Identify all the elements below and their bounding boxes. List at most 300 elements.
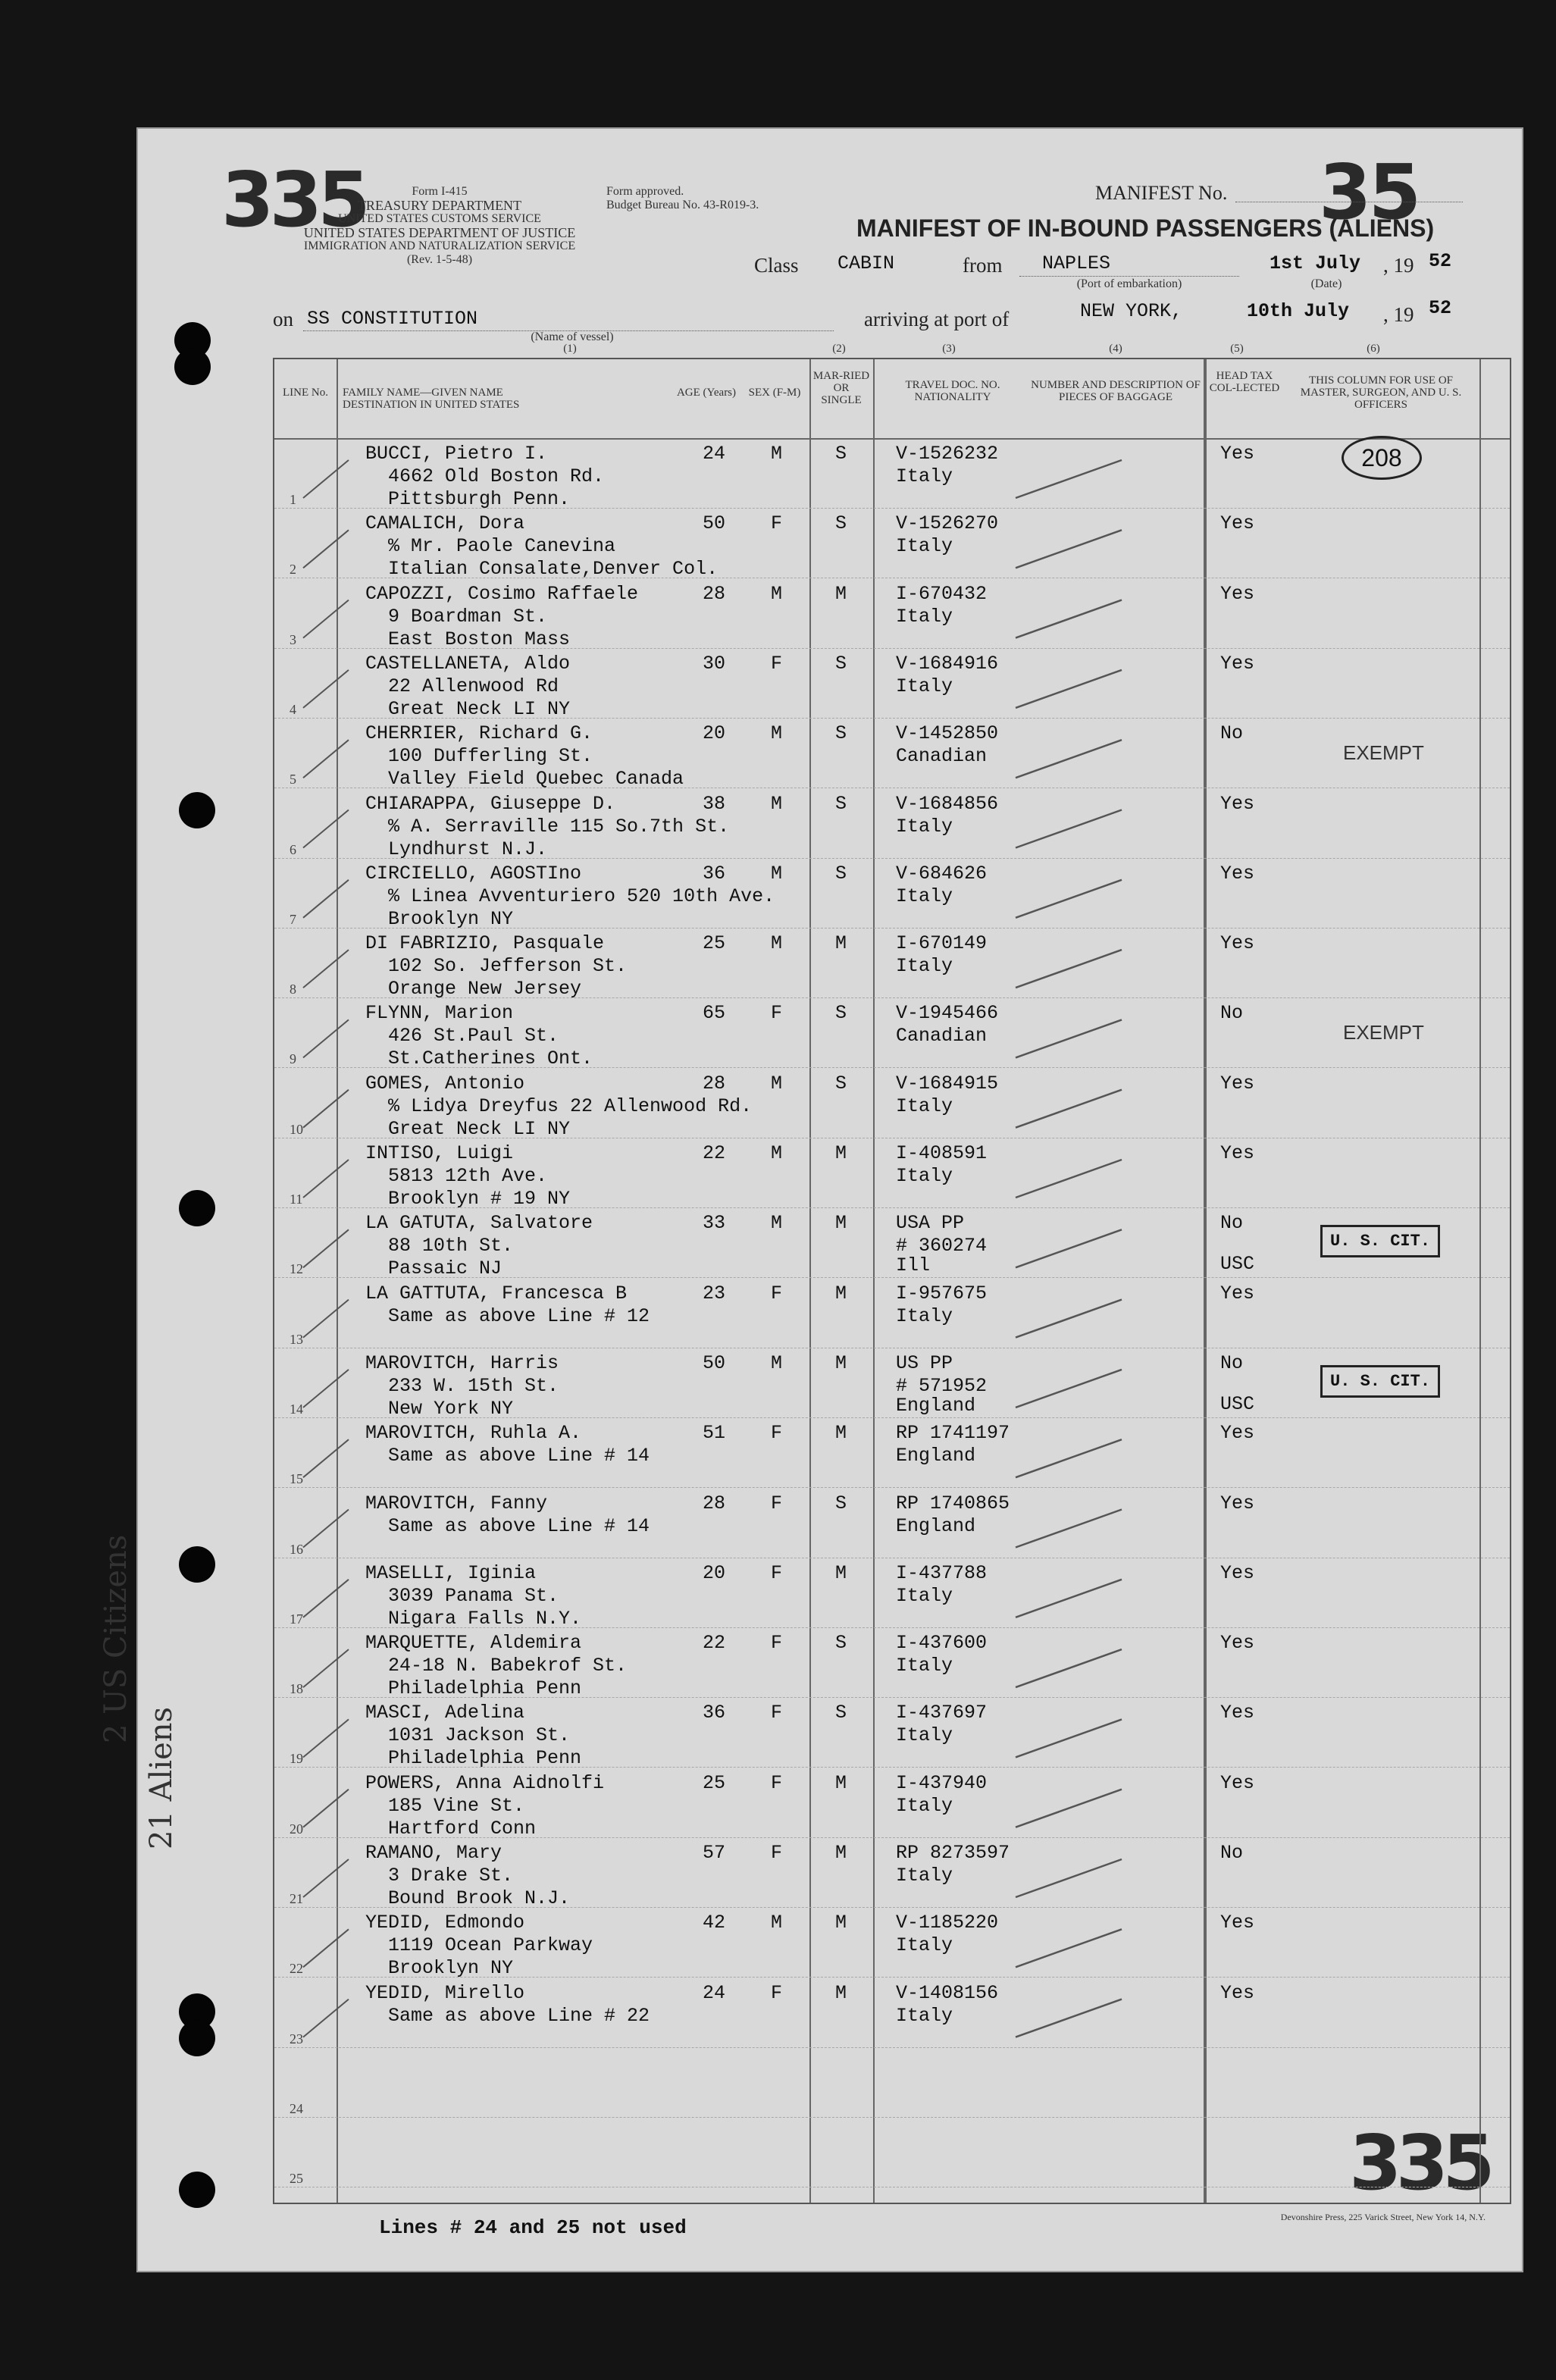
pen-tick-mark	[1016, 600, 1122, 638]
head-tax: Yes	[1220, 792, 1255, 815]
address-line-2: Orange New Jersey	[388, 978, 582, 1001]
revision: (Rev. 1-5-48)	[406, 253, 473, 266]
line-number: 18	[290, 1681, 303, 1697]
sex-value: M	[771, 443, 783, 465]
nationality: Italy	[896, 815, 953, 838]
head-tax: No	[1220, 722, 1244, 745]
head-tax: Yes	[1220, 862, 1255, 885]
sex-value: F	[771, 1981, 783, 2004]
marital-status: M	[835, 1561, 847, 1584]
passenger-name: LA GATTUTA, Francesca B	[365, 1282, 628, 1304]
oval-stamp: 208	[1342, 436, 1422, 480]
colhead-headtax: HEAD TAX COL-LECTED	[1209, 370, 1280, 394]
travel-doc: I-670432	[896, 582, 988, 605]
travel-doc: I-437788	[896, 1561, 988, 1584]
nationality: # 571952	[896, 1374, 988, 1397]
passenger-name: FLYNN, Marion	[365, 1002, 514, 1025]
travel-doc: RP 1741197	[896, 1422, 1010, 1445]
nationality: Italy	[896, 465, 953, 487]
address-line-1: 426 St.Paul St.	[388, 1025, 559, 1048]
colhead-age: AGE (Years)	[676, 387, 737, 399]
address-line-2: Nigara Falls N.Y.	[388, 1607, 582, 1630]
age-value: 50	[703, 1351, 726, 1374]
sex-value: M	[771, 1212, 783, 1235]
travel-doc: USA PP	[896, 1212, 965, 1235]
sex-value: M	[771, 582, 783, 605]
nationality: Italy	[896, 535, 953, 558]
pen-tick-mark	[1016, 1300, 1122, 1338]
line-number: 13	[290, 1331, 303, 1347]
passenger-name: MARQUETTE, Aldemira	[365, 1632, 582, 1655]
stamp-number-top-right: 35	[1319, 148, 1419, 236]
pen-tick-mark	[303, 460, 349, 498]
line-number: 17	[290, 1611, 303, 1627]
vessel-caption: (Name of vessel)	[531, 330, 614, 343]
pen-tick-mark	[303, 1019, 349, 1057]
address-line-2: New York NY	[388, 1397, 514, 1420]
address-line-2: Brooklyn # 19 NY	[388, 1188, 571, 1210]
address-line-2: Valley Field Quebec Canada	[388, 768, 684, 791]
head-tax: No	[1220, 1351, 1244, 1374]
address-line-1: 88 10th St.	[388, 1235, 514, 1257]
marital-status: M	[835, 1842, 847, 1864]
pen-tick-mark	[1016, 1019, 1122, 1057]
colhead-num2: (2)	[832, 343, 846, 355]
year1-suffix: 52	[1429, 250, 1452, 272]
class-label: Class	[754, 254, 799, 277]
marital-status: S	[835, 792, 847, 815]
passenger-name: YEDID, Mirello	[365, 1981, 525, 2004]
marital-status: S	[835, 1072, 847, 1094]
nationality: Italy	[896, 955, 953, 978]
head-tax: Yes	[1220, 443, 1255, 465]
head-tax: Yes	[1220, 1492, 1255, 1514]
passenger-name: CIRCIELLO, AGOSTIno	[365, 862, 582, 885]
travel-doc: V-1185220	[896, 1912, 999, 1934]
nationality: Italy	[896, 1165, 953, 1187]
colhead-officers: THIS COLUMN FOR USE OF MASTER, SURGEON, AND U. S. OFFICERS	[1300, 374, 1462, 411]
nationality: Italy	[896, 885, 953, 907]
passenger-name: MAROVITCH, Fanny	[365, 1492, 548, 1514]
pen-tick-mark	[1016, 880, 1122, 918]
age-value: 57	[703, 1842, 726, 1864]
passenger-name: CHIARAPPA, Giuseppe D.	[365, 792, 616, 815]
margin-note-citizens: 2 US Citizens	[99, 1534, 133, 1743]
address-line-1: 233 W. 15th St.	[388, 1374, 559, 1397]
address-line-1: 1031 Jackson St.	[388, 1724, 571, 1747]
pen-tick-mark	[303, 1160, 349, 1198]
pen-tick-mark	[303, 2000, 349, 2037]
address-line-1: 1119 Ocean Parkway	[388, 1934, 593, 1957]
head-tax: Yes	[1220, 1981, 1255, 2004]
pen-tick-mark	[1016, 1790, 1122, 1827]
nationality: England	[896, 1514, 976, 1537]
line-number: 25	[290, 2171, 303, 2187]
marital-status: M	[835, 1142, 847, 1164]
sex-value: M	[771, 792, 783, 815]
colhead-married: MAR-RIED OR SINGLE	[812, 370, 870, 406]
line-number: 9	[290, 1051, 296, 1067]
colhead-num5: (5)	[1230, 343, 1244, 355]
stamp-number-bottom-right: 335	[1349, 2119, 1489, 2207]
line-number: 15	[290, 1471, 303, 1487]
address-line-1: % A. Serraville 115 So.7th St.	[388, 815, 730, 838]
customs-service: UNITED STATES CUSTOMS SERVICE	[338, 212, 541, 225]
address-line-2: Italian Consalate,Denver Col.	[388, 558, 719, 581]
pen-tick-mark	[303, 1649, 349, 1687]
marital-status: M	[835, 1351, 847, 1374]
marital-status: M	[835, 1422, 847, 1445]
marital-status: S	[835, 512, 847, 535]
sex-value: M	[771, 722, 783, 745]
sex-value: F	[771, 1702, 783, 1724]
line-number: 14	[290, 1401, 303, 1417]
passenger-name: MASCI, Adelina	[365, 1702, 525, 1724]
sex-value: F	[771, 652, 783, 675]
colhead-line-no: LINE No.	[283, 387, 328, 399]
age-value: 38	[703, 792, 726, 815]
pen-tick-mark	[303, 1510, 349, 1548]
printer-credit: Devonshire Press, 225 Varick Street, New York 14, N.Y.	[1280, 2212, 1486, 2222]
us-citizen-stamp: U. S. CIT.	[1320, 1225, 1440, 1257]
nationality: Canadian	[896, 745, 988, 768]
colhead-name: FAMILY NAME—GIVEN NAME DESTINATION IN UNITED STATES	[343, 387, 520, 411]
line-number: 10	[290, 1121, 303, 1137]
line-number: 21	[290, 1891, 303, 1906]
address-line-1: 102 So. Jefferson St.	[388, 955, 628, 978]
sex-value: F	[771, 1561, 783, 1584]
age-value: 65	[703, 1002, 726, 1025]
address-line-1: % Mr. Paole Canevina	[388, 535, 616, 558]
address-line-1: % Lidya Dreyfus 22 Allenwood Rd.	[388, 1094, 753, 1117]
date-caption: (Date)	[1310, 277, 1342, 290]
marital-status: M	[835, 582, 847, 605]
head-tax: Yes	[1220, 1912, 1255, 1934]
us-citizen-stamp: U. S. CIT.	[1320, 1365, 1440, 1398]
age-value: 50	[703, 512, 726, 535]
address-line-2: Philadelphia Penn	[388, 1747, 582, 1770]
line-number: 11	[290, 1192, 303, 1207]
marital-status: S	[835, 1492, 847, 1514]
passenger-name: CHERRIER, Richard G.	[365, 722, 593, 745]
address-line-1: Same as above Line # 12	[388, 1304, 650, 1327]
pen-tick-mark	[1016, 1090, 1122, 1128]
line-number: 19	[290, 1751, 303, 1767]
nationality-extra: England	[896, 1394, 976, 1417]
address-line-2: Great Neck LI NY	[388, 697, 571, 720]
passenger-name: MAROVITCH, Ruhla A.	[365, 1422, 582, 1445]
nationality: Italy	[896, 1865, 953, 1887]
nationality: Italy	[896, 1094, 953, 1117]
travel-doc: I-437600	[896, 1632, 988, 1655]
passenger-name: CAMALICH, Dora	[365, 512, 525, 535]
address-line-1: Same as above Line # 14	[388, 1445, 650, 1467]
marital-status: S	[835, 443, 847, 465]
pen-tick-mark	[1016, 810, 1122, 848]
pen-tick-mark	[1016, 1229, 1122, 1267]
marital-status: M	[835, 1912, 847, 1934]
marital-status: S	[835, 652, 847, 675]
pen-tick-mark	[303, 740, 349, 778]
travel-doc: RP 8273597	[896, 1842, 1010, 1864]
age-value: 36	[703, 1702, 726, 1724]
travel-doc: V-1452850	[896, 722, 999, 745]
head-tax: Yes	[1220, 1282, 1255, 1304]
address-line-2: Lyndhurst N.J.	[388, 838, 548, 860]
nationality: Italy	[896, 605, 953, 628]
nationality: # 360274	[896, 1235, 988, 1257]
head-tax: Yes	[1220, 1632, 1255, 1655]
line-number: 24	[290, 2100, 303, 2116]
passenger-name: INTISO, Luigi	[365, 1142, 514, 1164]
age-value: 22	[703, 1142, 726, 1164]
marital-status: S	[835, 862, 847, 885]
head-tax: Yes	[1220, 1702, 1255, 1724]
passenger-name: MAROVITCH, Harris	[365, 1351, 559, 1374]
travel-doc: I-957675	[896, 1282, 988, 1304]
head-tax: Yes	[1220, 932, 1255, 955]
age-value: 36	[703, 862, 726, 885]
address-line-2: Philadelphia Penn	[388, 1677, 582, 1700]
footer-note: Lines # 24 and 25 not used	[379, 2216, 687, 2239]
pen-tick-mark	[303, 1580, 349, 1617]
justice-dept: UNITED STATES DEPARTMENT OF JUSTICE	[303, 225, 576, 240]
age-value: 28	[703, 582, 726, 605]
travel-doc: I-408591	[896, 1142, 988, 1164]
line-number: 16	[290, 1541, 303, 1557]
line-number: 12	[290, 1261, 303, 1277]
nationality-extra: Ill	[896, 1254, 931, 1277]
stamp-number-top-left: 335	[221, 155, 366, 244]
sex-value: M	[771, 862, 783, 885]
budget-bureau: Budget Bureau No. 43-R019-3.	[606, 199, 759, 211]
travel-doc: I-437697	[896, 1702, 988, 1724]
head-tax: Yes	[1220, 582, 1255, 605]
address-line-1: 22 Allenwood Rd	[388, 675, 559, 697]
passenger-name: POWERS, Anna Aidnolfi	[365, 1771, 605, 1794]
date2-value: 10th July	[1247, 300, 1350, 322]
colhead-baggage: NUMBER AND DESCRIPTION OF PIECES OF BAGGAGE	[1031, 379, 1201, 403]
form-approved: Form approved.	[606, 185, 684, 198]
nationality: Italy	[896, 1655, 953, 1677]
passenger-name: YEDID, Edmondo	[365, 1912, 525, 1934]
pen-tick-mark	[1016, 460, 1122, 498]
pen-tick-mark	[303, 600, 349, 638]
manifest-no-label: MANIFEST No.	[1095, 182, 1228, 204]
pen-tick-mark	[303, 1790, 349, 1827]
year2-suffix: 52	[1429, 297, 1452, 319]
pen-tick-mark	[1016, 1160, 1122, 1198]
address-line-2: Brooklyn NY	[388, 907, 514, 930]
head-tax: Yes	[1220, 1072, 1255, 1094]
age-value: 20	[703, 722, 726, 745]
marital-status: S	[835, 722, 847, 745]
passenger-name: BUCCI, Pietro I.	[365, 443, 548, 465]
pen-tick-mark	[303, 1090, 349, 1128]
travel-doc: I-437940	[896, 1771, 988, 1794]
sex-value: F	[771, 512, 783, 535]
travel-doc: I-670149	[896, 932, 988, 955]
nationality: Italy	[896, 2004, 953, 2027]
sex-value: M	[771, 1351, 783, 1374]
nationality: Italy	[896, 1724, 953, 1747]
year2-prefix: , 19	[1383, 303, 1414, 326]
age-value: 42	[703, 1912, 726, 1934]
line-number: 3	[290, 631, 296, 647]
marital-status: S	[835, 1702, 847, 1724]
address-line-2: Passaic NJ	[388, 1257, 502, 1280]
port-caption: (Port of embarkation)	[1076, 277, 1182, 290]
nationality: Italy	[896, 1934, 953, 1957]
date1-value: 1st July	[1270, 252, 1361, 274]
margin-note-aliens: 21 Aliens	[144, 1706, 179, 1849]
head-tax: Yes	[1220, 1142, 1255, 1164]
nationality: England	[896, 1445, 976, 1467]
form-number: Form I-415	[412, 185, 468, 198]
pen-tick-mark	[303, 1929, 349, 1967]
head-tax: No	[1220, 1002, 1244, 1025]
sex-value: F	[771, 1002, 783, 1025]
line-number: 5	[290, 772, 296, 788]
address-line-2: Brooklyn NY	[388, 1957, 514, 1980]
pen-tick-mark	[1016, 1929, 1122, 1967]
marital-status: M	[835, 1282, 847, 1304]
line-number: 6	[290, 841, 296, 857]
pen-tick-mark	[1016, 1580, 1122, 1617]
address-line-1: Same as above Line # 14	[388, 1514, 650, 1537]
marital-status: S	[835, 1632, 847, 1655]
ins-service: IMMIGRATION AND NATURALIZATION SERVICE	[303, 240, 576, 252]
travel-doc: V-1408156	[896, 1981, 999, 2004]
nationality: Italy	[896, 675, 953, 697]
head-tax: Yes	[1220, 512, 1255, 535]
pen-tick-mark	[1016, 1719, 1122, 1757]
pen-tick-mark	[1016, 1649, 1122, 1687]
travel-doc: V-1945466	[896, 1002, 999, 1025]
address-line-1: 24-18 N. Babekrof St.	[388, 1655, 628, 1677]
travel-doc: RP 1740865	[896, 1492, 1010, 1514]
age-value: 25	[703, 1771, 726, 1794]
from-label: from	[963, 254, 1003, 277]
passenger-name: DI FABRIZIO, Pasquale	[365, 932, 605, 955]
age-value: 20	[703, 1561, 726, 1584]
colhead-num6: (6)	[1367, 343, 1380, 355]
pen-tick-mark	[303, 1370, 349, 1408]
address-line-1: 5813 12th Ave.	[388, 1165, 548, 1187]
pen-tick-mark	[1016, 670, 1122, 708]
pen-tick-mark	[303, 530, 349, 568]
age-value: 28	[703, 1072, 726, 1094]
sex-value: F	[771, 1842, 783, 1864]
treasury-dept: TREASURY DEPARTMENT	[357, 198, 522, 213]
address-line-1: 4662 Old Boston Rd.	[388, 465, 605, 487]
travel-doc: V-1526270	[896, 512, 999, 535]
head-tax-extra: USC	[1220, 1392, 1255, 1415]
pen-tick-mark	[1016, 1510, 1122, 1548]
passenger-name: GOMES, Antonio	[365, 1072, 525, 1094]
passenger-name: CAPOZZI, Cosimo Raffaele	[365, 582, 639, 605]
age-value: 28	[703, 1492, 726, 1514]
marital-status: S	[835, 1002, 847, 1025]
travel-doc: V-1684916	[896, 652, 999, 675]
colhead-num3: (3)	[942, 343, 956, 355]
nationality: Canadian	[896, 1025, 988, 1048]
address-line-2: Great Neck LI NY	[388, 1117, 571, 1140]
pen-tick-mark	[303, 810, 349, 848]
passenger-name: CASTELLANETA, Aldo	[365, 652, 571, 675]
address-line-1: % Linea Avventuriero 520 10th Ave.	[388, 885, 775, 907]
pen-tick-mark	[303, 1300, 349, 1338]
pen-tick-mark	[1016, 1370, 1122, 1408]
head-tax: No	[1220, 1212, 1244, 1235]
sex-value: F	[771, 1492, 783, 1514]
pen-tick-mark	[1016, 740, 1122, 778]
sex-value: M	[771, 1912, 783, 1934]
nationality: Italy	[896, 1584, 953, 1607]
year1-prefix: , 19	[1383, 254, 1414, 277]
line-number: 1	[290, 492, 296, 507]
travel-doc: V-1684856	[896, 792, 999, 815]
marital-status: M	[835, 1981, 847, 2004]
age-value: 30	[703, 652, 726, 675]
line-number: 22	[290, 1961, 303, 1977]
arriving-port: NEW YORK,	[1080, 300, 1183, 322]
age-value: 51	[703, 1422, 726, 1445]
nationality: Italy	[896, 1304, 953, 1327]
travel-doc: V-1526232	[896, 443, 999, 465]
line-number: 7	[290, 911, 296, 927]
manifest-title: MANIFEST OF IN-BOUND PASSENGERS (ALIENS)	[856, 215, 1435, 242]
colhead-sex: SEX (F-M)	[748, 387, 801, 399]
pen-tick-mark	[1016, 530, 1122, 568]
travel-doc: V-684626	[896, 862, 988, 885]
line-number: 8	[290, 982, 296, 997]
sex-value: F	[771, 1771, 783, 1794]
address-line-1: 100 Dufferling St.	[388, 745, 593, 768]
sex-value: M	[771, 932, 783, 955]
pen-tick-mark	[303, 1719, 349, 1757]
passenger-name: RAMANO, Mary	[365, 1842, 502, 1864]
sex-value: M	[771, 1142, 783, 1164]
arriving-label: arriving at port of	[864, 308, 1010, 330]
age-value: 24	[703, 1981, 726, 2004]
address-line-1: 9 Boardman St.	[388, 605, 548, 628]
line-number: 4	[290, 701, 296, 717]
exempt-stamp: EXEMPT	[1343, 1021, 1424, 1044]
head-tax: Yes	[1220, 1422, 1255, 1445]
age-value: 24	[703, 443, 726, 465]
travel-doc: US PP	[896, 1351, 953, 1374]
colhead-travel: TRAVEL DOC. NO. NATIONALITY	[905, 379, 1000, 403]
pen-tick-mark	[303, 1439, 349, 1477]
address-line-2: Hartford Conn	[388, 1817, 537, 1840]
line-number: 20	[290, 1821, 303, 1837]
sex-value: F	[771, 1282, 783, 1304]
colhead-num1: (1)	[563, 343, 577, 355]
sex-value: M	[771, 1072, 783, 1094]
pen-tick-mark	[1016, 950, 1122, 988]
exempt-stamp: EXEMPT	[1343, 741, 1424, 765]
age-value: 22	[703, 1632, 726, 1655]
age-value: 23	[703, 1282, 726, 1304]
head-tax: Yes	[1220, 1771, 1255, 1794]
address-line-2: St.Catherines Ont.	[388, 1048, 593, 1070]
pen-tick-mark	[303, 670, 349, 708]
address-line-1: 3 Drake St.	[388, 1865, 514, 1887]
pen-tick-mark	[303, 1859, 349, 1897]
from-value: NAPLES	[1042, 252, 1111, 274]
pen-tick-mark	[303, 950, 349, 988]
